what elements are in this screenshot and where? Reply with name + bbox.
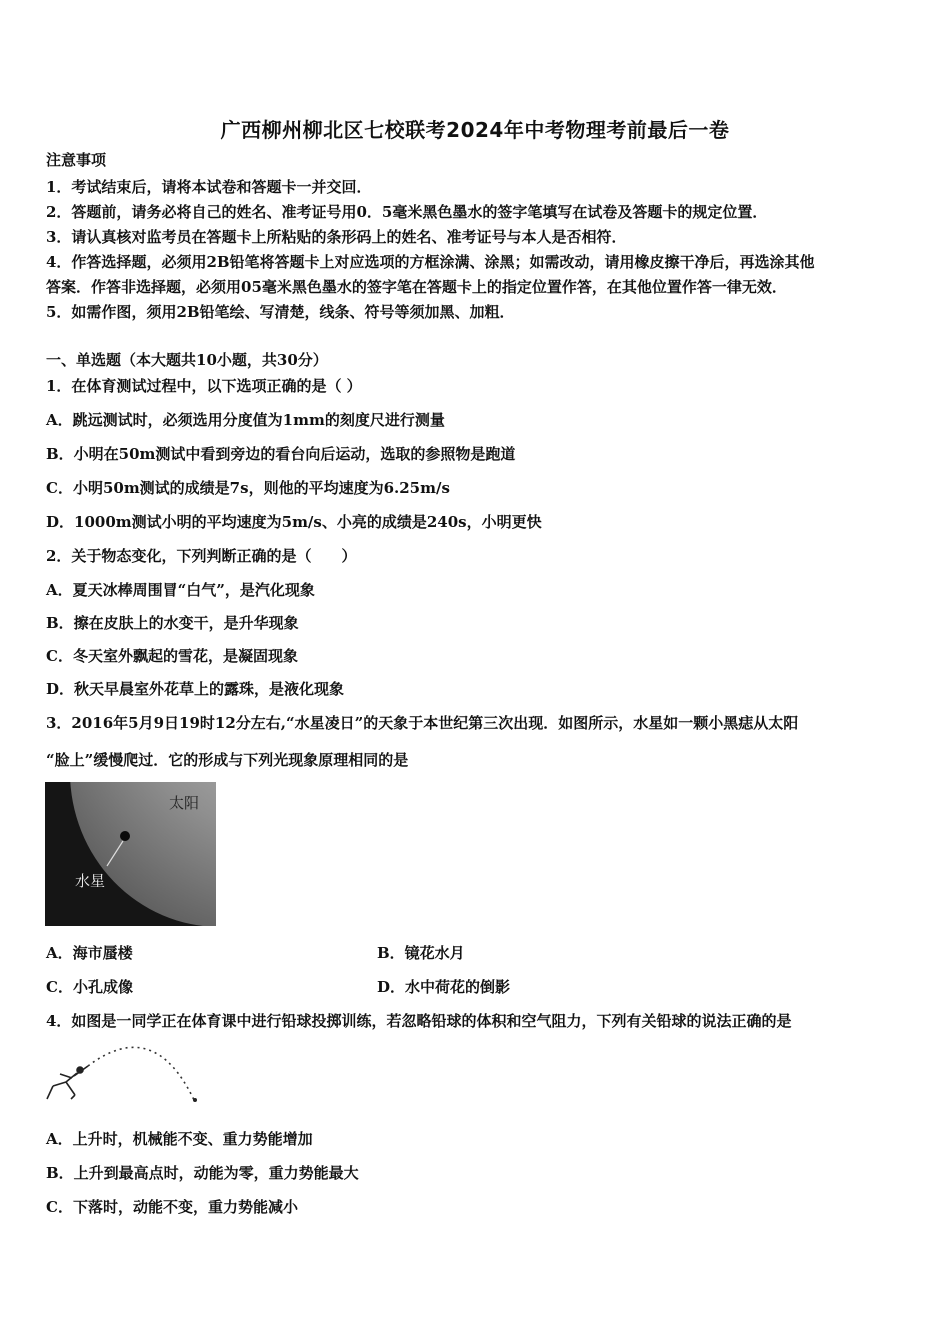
q1-option-d: D．1000m测试小明的平均速度为5m/s、小亮的成绩是240s，小明更快 [46,513,542,531]
q4-option-c: C．下落时，动能不变，重力势能减小 [46,1198,298,1216]
mercury-transit-figure [45,782,216,926]
page-title: 广西柳州柳北区七校联考2024年中考物理考前最后一卷 [220,118,730,142]
q3-stem-line2: “脸上”缓慢爬过．它的形成与下列光现象原理相同的是 [46,751,409,769]
q2-stem: 2．关于物态变化，下列判断正确的是（ ） [46,547,357,565]
q4-option-b: B．上升到最高点时，动能为零，重力势能最大 [46,1164,359,1182]
q1-option-b: B．小明在50m测试中看到旁边的看台向后运动，选取的参照物是跑道 [46,445,516,463]
q2-option-b: B．擦在皮肤上的水变干，是升华现象 [46,614,299,632]
q3-option-d: D．水中荷花的倒影 [377,978,511,996]
q1-option-a: A．跳远测试时，必须选用分度值为1mm的刻度尺进行测量 [46,411,445,429]
q1-option-c: C．小明50m测试的成绩是7s，则他的平均速度为6.25m/s [46,479,450,497]
q3-option-a: A．海市蜃楼 [46,944,133,962]
notice-item: 2．答题前，请务必将自己的姓名、准考证号用0．5毫米黑色墨水的签字笔填写在试卷及答题卡的规定位置． [46,203,768,221]
notice-item: 答案．作答非选择题，必须用05毫米黑色墨水的签字笔在答题卡上的指定位置作答，在其他位置作答一律无效． [46,278,787,296]
shot-put-figure [44,1038,204,1104]
q4-option-a: A．上升时，机械能不变、重力势能增加 [46,1130,313,1148]
notice-item: 3．请认真核对监考员在答题卡上所粘贴的条形码上的姓名、准考证号与本人是否相符． [46,228,627,246]
q3-option-b: B．镜花水月 [377,944,465,962]
q3-stem-line1: 3．2016年5月9日19时12分左右,“水星凌日”的天象于本世纪第三次出现．如图所示，水星如一颗小黑痣从太阳 [46,714,799,732]
notice-item: 4．作答选择题，必须用2B铅笔将答题卡上对应选项的方框涂满、涂黑；如需改动，请用橡皮擦干净后，再选涂其他 [46,253,815,271]
trajectory-path [88,1047,194,1100]
notice-item: 5．如需作图，须用2B铅笔绘、写清楚，线条、符号等须加黑、加粗． [46,303,515,321]
mercury-label: 水星 [75,872,106,890]
section-heading: 一、单选题（本大题共10小题，共30分） [46,351,328,369]
athlete-figure [47,1066,88,1099]
mercury-dot [120,831,130,841]
q4-stem: 4．如图是一同学正在体育课中进行铅球投掷训练，若忽略铅球的体积和空气阻力，下列有关铅球的说法正确的是 [46,1012,792,1030]
q3-option-c: C．小孔成像 [46,978,133,996]
q2-option-c: C．冬天室外飘起的雪花，是凝固现象 [46,647,298,665]
q1-stem: 1．在体育测试过程中，以下选项正确的是（ ） [46,377,362,395]
shot-ball [193,1098,197,1102]
notice-item: 1．考试结束后，请将本试卷和答题卡一并交回． [46,178,372,196]
notice-heading: 注意事项 [46,151,107,169]
q2-option-a: A．夏天冰棒周围冒“白气”，是汽化现象 [46,581,315,599]
sun-label: 太阳 [169,794,200,812]
q2-option-d: D．秋天早晨室外花草上的露珠，是液化现象 [46,680,345,698]
